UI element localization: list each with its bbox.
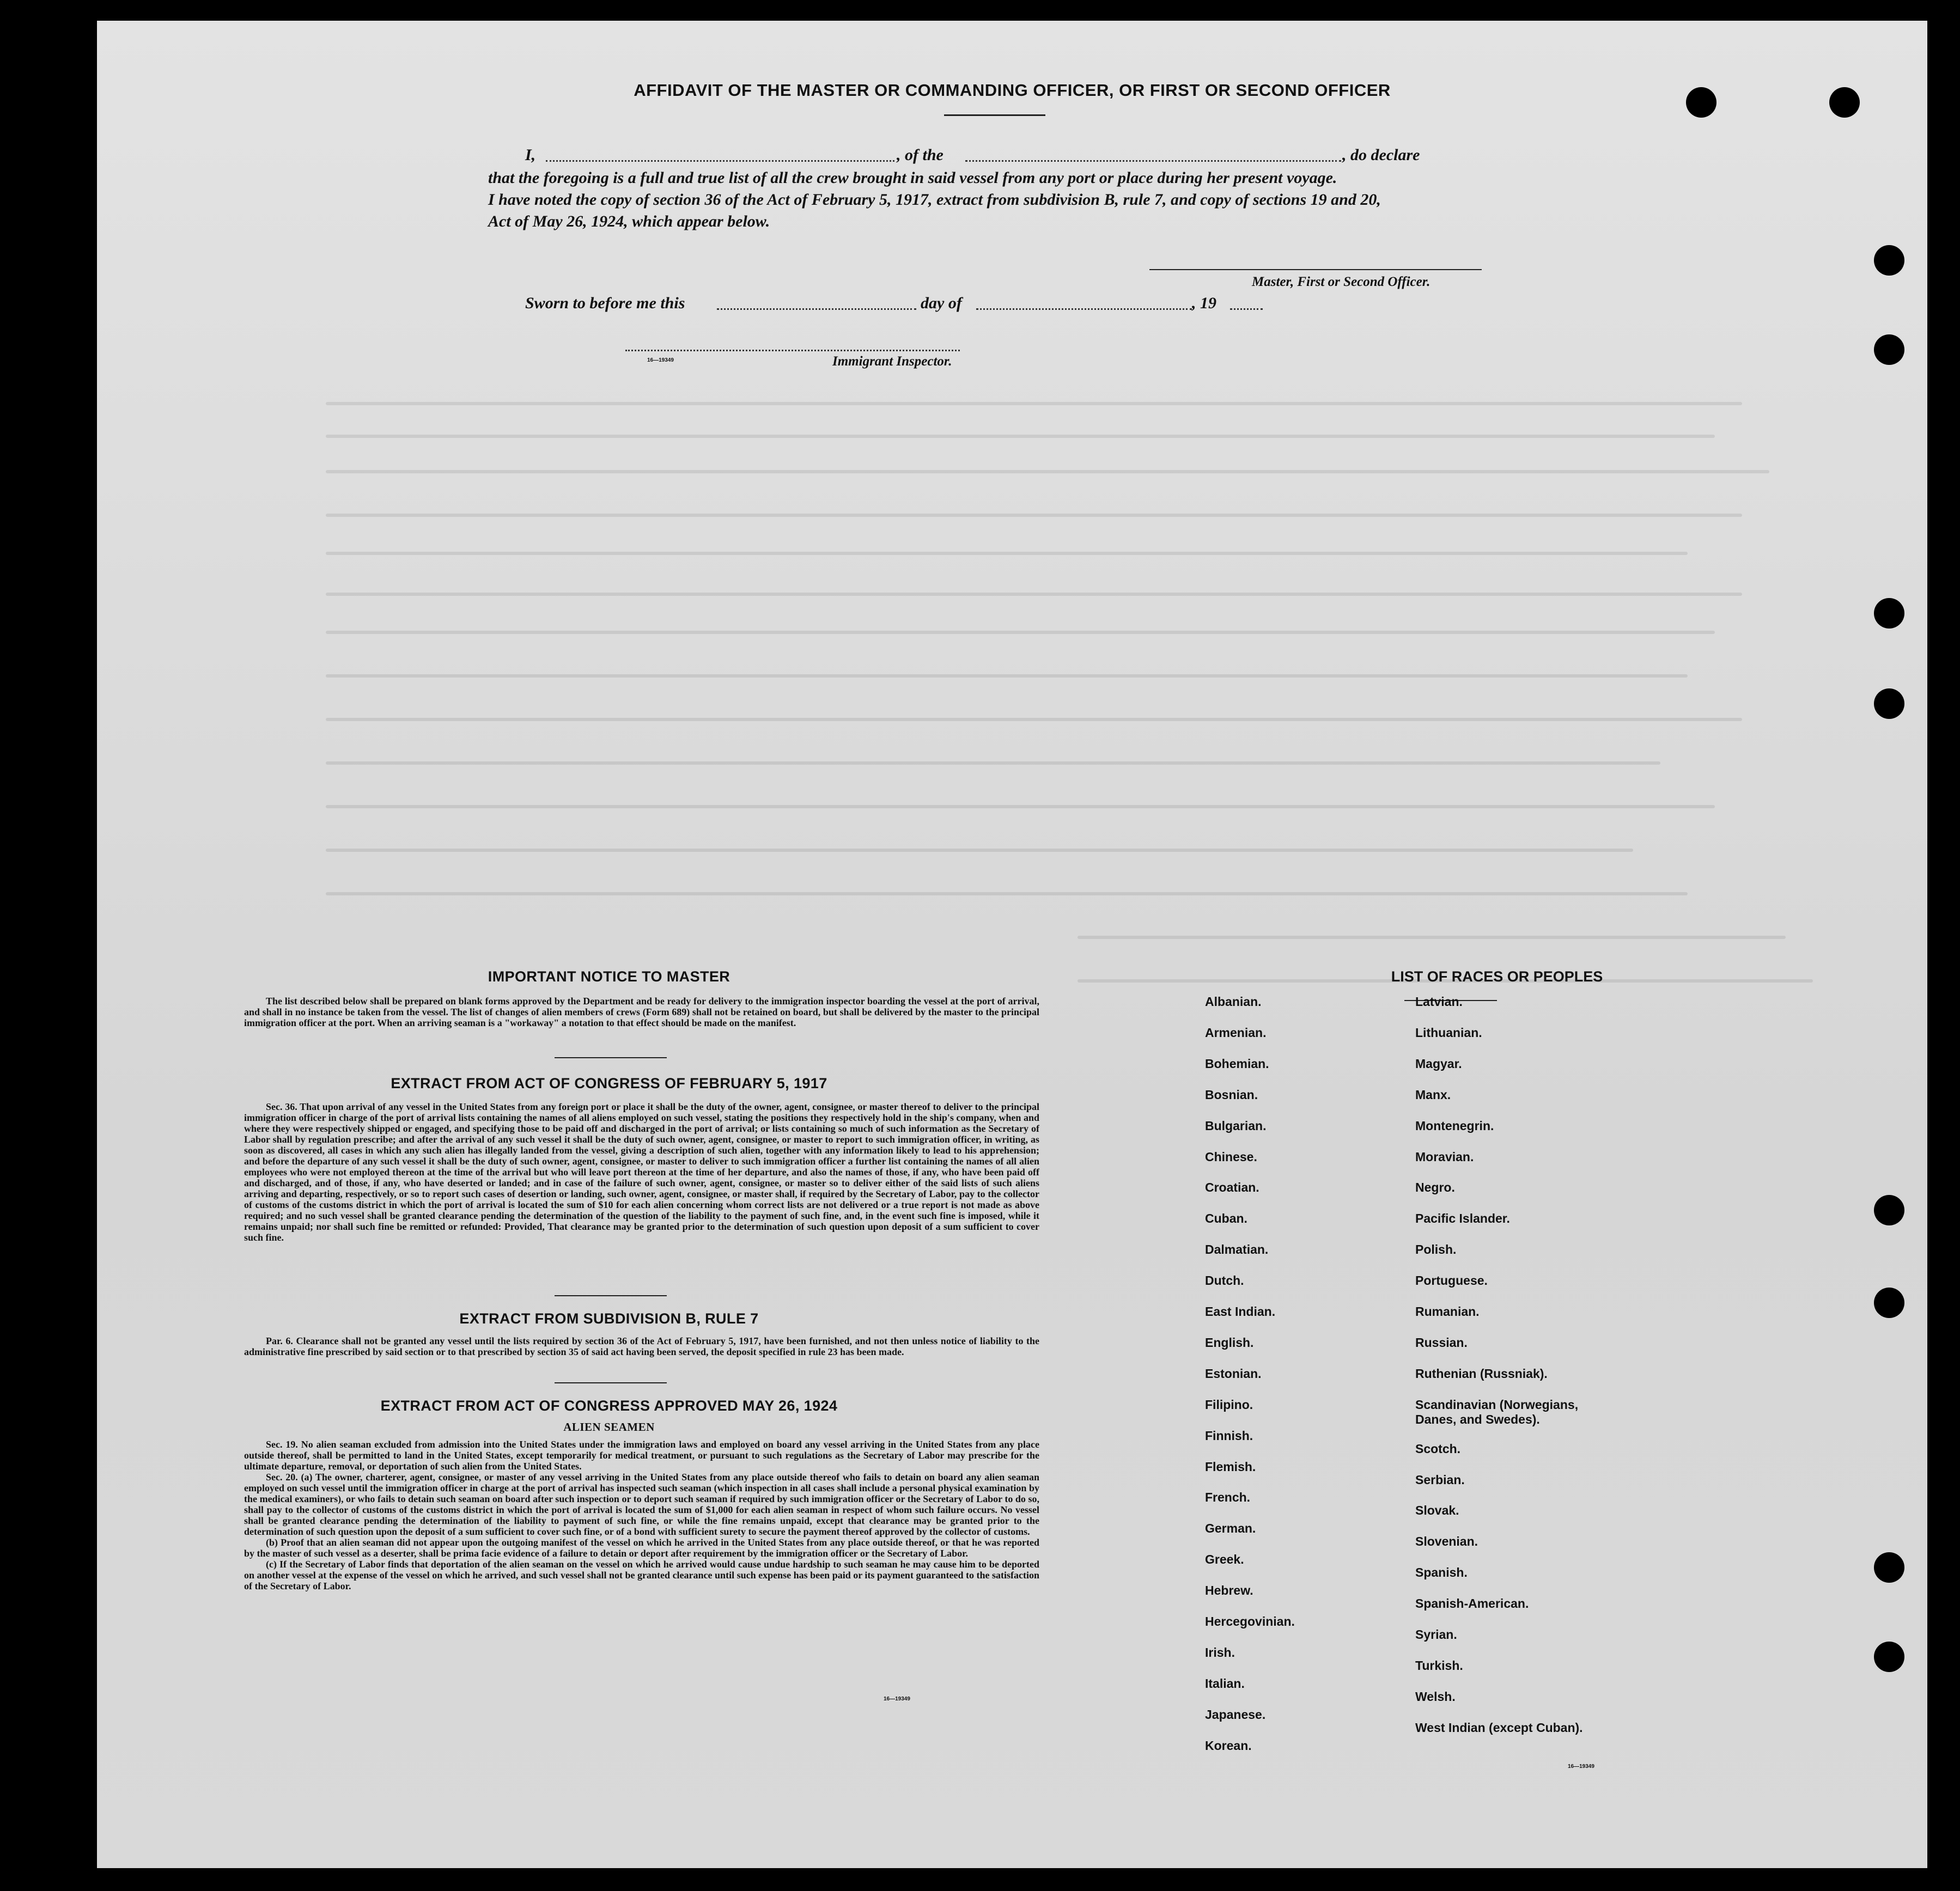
race-entry: French. — [1205, 1490, 1251, 1505]
race-entry: West Indian (except Cuban). — [1415, 1720, 1583, 1735]
race-entry: Spanish-American. — [1415, 1596, 1529, 1611]
day-of-label: day of — [921, 294, 962, 312]
sworn-month-field[interactable] — [976, 308, 1192, 310]
declarant-prefix: I, — [525, 146, 536, 164]
race-entry: Russian. — [1415, 1335, 1468, 1350]
race-entry: Croatian. — [1205, 1180, 1259, 1195]
race-entry: Bulgarian. — [1205, 1118, 1267, 1133]
form-number: 16—19349 — [884, 1696, 910, 1702]
race-entry: Scotch. — [1415, 1441, 1461, 1456]
race-entry: Dutch. — [1205, 1273, 1244, 1288]
race-entry: Syrian. — [1415, 1627, 1457, 1642]
race-entry: Chinese. — [1205, 1149, 1257, 1164]
race-entry: Polish. — [1415, 1242, 1457, 1257]
section-divider — [555, 1295, 667, 1296]
master-signature-line[interactable] — [1149, 269, 1482, 270]
sworn-label: Sworn to before me this — [525, 294, 685, 312]
punch-hole-icon — [1874, 1195, 1904, 1225]
form-number: 16—19349 — [647, 357, 674, 363]
declarant-name-field[interactable] — [546, 160, 894, 162]
do-declare-label: , do declare — [1342, 146, 1420, 164]
extract-1924-title: EXTRACT FROM ACT OF CONGRESS APPROVED MAY 26, 1924 — [380, 1398, 838, 1414]
race-entry: Scandinavian (Norwegians, Danes, and Swedes). — [1415, 1397, 1579, 1426]
inspector-signature-line[interactable] — [625, 350, 960, 351]
race-entry: Finnish. — [1205, 1428, 1253, 1443]
race-entry: Greek. — [1205, 1552, 1244, 1567]
race-entry: Montenegrin. — [1415, 1118, 1494, 1133]
section-divider — [555, 1057, 667, 1058]
race-entry: Hercegovinian. — [1205, 1614, 1295, 1628]
race-entry: Magyar. — [1415, 1056, 1462, 1071]
race-entry: Japanese. — [1205, 1707, 1266, 1722]
extract-1917-text — [244, 1101, 1039, 1243]
punch-hole-icon — [1874, 1288, 1904, 1318]
race-entry: Lithuanian. — [1415, 1025, 1482, 1040]
extract-rule7-text — [244, 1335, 1039, 1357]
vessel-rank-field[interactable] — [965, 160, 1341, 162]
race-entry: Latvian. — [1415, 995, 1463, 1009]
race-entry: Estonian. — [1205, 1366, 1262, 1381]
race-entry: Pacific Islander. — [1415, 1211, 1510, 1226]
of-the-label: , of the — [897, 146, 944, 164]
affidavit-title: AFFIDAVIT OF THE MASTER OR COMMANDING OFFICER, OR FIRST OR SECOND OFFICER — [634, 81, 1391, 100]
races-title: LIST OF RACES OR PEOPLES — [1391, 968, 1603, 985]
race-entry: Dalmatian. — [1205, 1242, 1269, 1257]
year-label: , 19 — [1192, 294, 1216, 312]
race-entry: German. — [1205, 1521, 1256, 1536]
title-underline — [944, 114, 1045, 116]
notice-title: IMPORTANT NOTICE TO MASTER — [488, 968, 731, 985]
race-entry: Portuguese. — [1415, 1273, 1488, 1288]
declaration-line-4: Act of May 26, 1924, which appear below. — [488, 212, 770, 230]
document-page — [97, 21, 1927, 1868]
race-entry: East Indian. — [1205, 1304, 1276, 1319]
punch-hole-icon — [1874, 245, 1904, 276]
race-entry: Serbian. — [1415, 1472, 1465, 1487]
race-entry: Bohemian. — [1205, 1056, 1269, 1071]
race-entry: Rumanian. — [1415, 1304, 1480, 1319]
race-entry: English. — [1205, 1335, 1254, 1350]
section-20a-paragraph: Sec. 20. (a) The owner, charterer, agent, consignee, or master of any vessel arriving in the United States from any place outside thereof who fails to detain on board any alien seaman employed on such vessel until the immigration officer in charge at the port of arrival has inspected such seaman (which inspection in all cases shall include a personal physical examination by the medical examiners), or who fails to detain such seaman on board after such inspection or to deport such seaman if required by such immigration officer or the Secretary of Labor to do so, shall pay to the collector of customs of the customs district in which the port of arrival is located the sum of $1,000 for each alien seaman in respect of whom such failure occurs. No vessel shall be granted clearance pending the determination of the liability to payment of such fine, or while the fine remains unpaid, except that clearance may be granted prior to the determination of such question upon the deposit of a sum sufficient to cover such fine, or of a bond with sufficient surety to secure the payment thereof approved by the collector of customs. — [244, 1472, 1039, 1537]
section-20c-paragraph: (c) If the Secretary of Labor finds that deportation of the alien seaman on the vessel on which he arrived would cause undue hardship to such seaman he may cause him to be deported on another vessel at the expense of the vessel on which he arrived, and such vessel shall not be granted clearance until such expense has been paid or its payment guaranteed to the satisfaction of the Secretary of Labor. — [244, 1559, 1039, 1591]
race-entry: Flemish. — [1205, 1459, 1256, 1474]
race-entry: Irish. — [1205, 1645, 1235, 1660]
race-entry: Slovenian. — [1415, 1534, 1478, 1549]
extract-rule7-title: EXTRACT FROM SUBDIVISION B, RULE 7 — [459, 1310, 759, 1327]
alien-seamen-subtitle: ALIEN SEAMEN — [563, 1420, 655, 1433]
race-entry: Albanian. — [1205, 995, 1262, 1009]
race-entry: Korean. — [1205, 1738, 1252, 1753]
race-entry: Spanish. — [1415, 1565, 1468, 1580]
sworn-year-field[interactable] — [1230, 308, 1263, 310]
race-entry: Turkish. — [1415, 1658, 1463, 1673]
notice-paragraph: The list described below shall be prepared on blank forms approved by the Department and be ready for delivery to the immigration inspector boarding the vessel at the port of arrival, and shall in no instance be taken from the vessel. The list of changes of alien members of crews (Form 689) shall not be retained on board, but shall be delivered by the master to the principal immigration officer at the port. When an arriving seaman is a "workaway" a notation to that effect should be made on the manifest. — [244, 996, 1039, 1028]
race-entry: Slovak. — [1415, 1503, 1459, 1518]
punch-hole-icon — [1874, 598, 1904, 629]
race-entry: Hebrew. — [1205, 1583, 1253, 1598]
paragraph-6: Par. 6. Clearance shall not be granted any vessel until the lists required by section 36 of the Act of February 5, 1917, have been furnished, and not then unless notice of liability to the administrative fine prescribed by said section or to that prescribed by section 35 of said act having been served, the deposit specified in rule 23 has been made. — [244, 1335, 1039, 1357]
race-entry: Moravian. — [1415, 1149, 1474, 1164]
inspector-label: Immigrant Inspector. — [832, 354, 952, 369]
punch-hole-icon — [1874, 1552, 1904, 1583]
notice-text — [244, 996, 1039, 1028]
punch-hole-icon — [1874, 688, 1904, 719]
race-entry: Bosnian. — [1205, 1087, 1258, 1102]
section-19-paragraph: Sec. 19. No alien seaman excluded from admission into the United States under the immigration laws and employed on board any vessel arriving in the United States from any place outside thereof, shall be permitted to land in the United States, except temporarily for medical treatment, or pursuant to such regulations as the Secretary of Labor may prescribe for the ultimate departure, removal, or deportation of such alien from the United States. — [244, 1439, 1039, 1472]
form-number: 16—19349 — [1568, 1764, 1594, 1770]
race-entry: Armenian. — [1205, 1025, 1267, 1040]
declaration-line-3: I have noted the copy of section 36 of the Act of February 5, 1917, extract from subdivision B, rule 7, and copy of sections 19 and 20, — [488, 191, 1381, 209]
master-signature-label: Master, First or Second Officer. — [1252, 274, 1431, 289]
sworn-day-field[interactable] — [717, 308, 916, 310]
declaration-line-2: that the foregoing is a full and true list of all the crew brought in said vessel from any port or place during her present voyage. — [488, 169, 1337, 187]
punch-hole-icon — [1874, 334, 1904, 365]
race-entry: Manx. — [1415, 1087, 1451, 1102]
punch-hole-icon — [1874, 1642, 1904, 1672]
race-entry: Ruthenian (Russniak). — [1415, 1366, 1548, 1381]
race-entry: Cuban. — [1205, 1211, 1247, 1226]
extract-1924-text — [244, 1439, 1039, 1591]
extract-1917-title: EXTRACT FROM ACT OF CONGRESS OF FEBRUARY 5, 1917 — [391, 1075, 827, 1091]
race-entry: Italian. — [1205, 1676, 1245, 1691]
section-divider — [555, 1382, 667, 1383]
section-36-paragraph: Sec. 36. That upon arrival of any vessel in the United States from any foreign port or place it shall be the duty of the owner, agent, consignee, or master thereof to deliver to the principal immigration officer in charge of the port of arrival lists containing the names of all aliens employed on such vessel, stating the positions they respectively hold in the ship's company, when and where they were respectively shipped or engaged, and specifying those to be paid off and discharged in the port of arrival; or lists containing so much of such information as the Secretary of Labor shall by regulation prescribe; and after the arrival of any such vessel it shall be the duty of such owner, agent, consignee, or master to report to such immigration officer, in writing, as soon as discovered, all cases in which any such alien has illegally landed from the vessel, giving a description of such alien, together with any information likely to lead to his apprehension; and before the departure of any such vessel it shall be the duty of such owner, agent, consignee, or master to deliver to such immigration officer a further list containing the names of all alien employees who were not employed thereon at the time of the arrival but who will leave port thereon at the time of her departure, and also the names of those, if any, who have been paid off and discharged, and of those, if any, who have deserted or landed; and in case of the failure of such owner, agent, consignee, or master so to deliver either of the said lists of such aliens arriving and departing, respectively, or so to report such cases of desertion or landing, such owner, agent, consignee, or master shall, if required by the Secretary of Labor, pay to the collector of customs of the customs district in which the port of arrival is located the sum of $10 for each alien concerning whom correct lists are not delivered or a true report is not made as above required; and no such vessel shall be granted clearance pending the determination of the question of the liability to the payment of such fine, and, in the event such fine is imposed, while it remains unpaid; nor shall such fine be remitted or refunded: Provided, That clearance may be granted prior to the determination of such question upon deposit of a sum sufficient to cover such fine. — [244, 1101, 1039, 1243]
race-entry: Welsh. — [1415, 1689, 1456, 1704]
race-entry: Negro. — [1415, 1180, 1455, 1195]
race-entry: Filipino. — [1205, 1397, 1253, 1412]
section-20b-paragraph: (b) Proof that an alien seaman did not appear upon the outgoing manifest of the vessel on which he arrived in the United States from any place outside thereof, or that he was reported by the master of such vessel as a deserter, shall be prima facie evidence of a failure to detain or deport after requirement by the immigration officer or the Secretary of Labor. — [244, 1537, 1039, 1559]
